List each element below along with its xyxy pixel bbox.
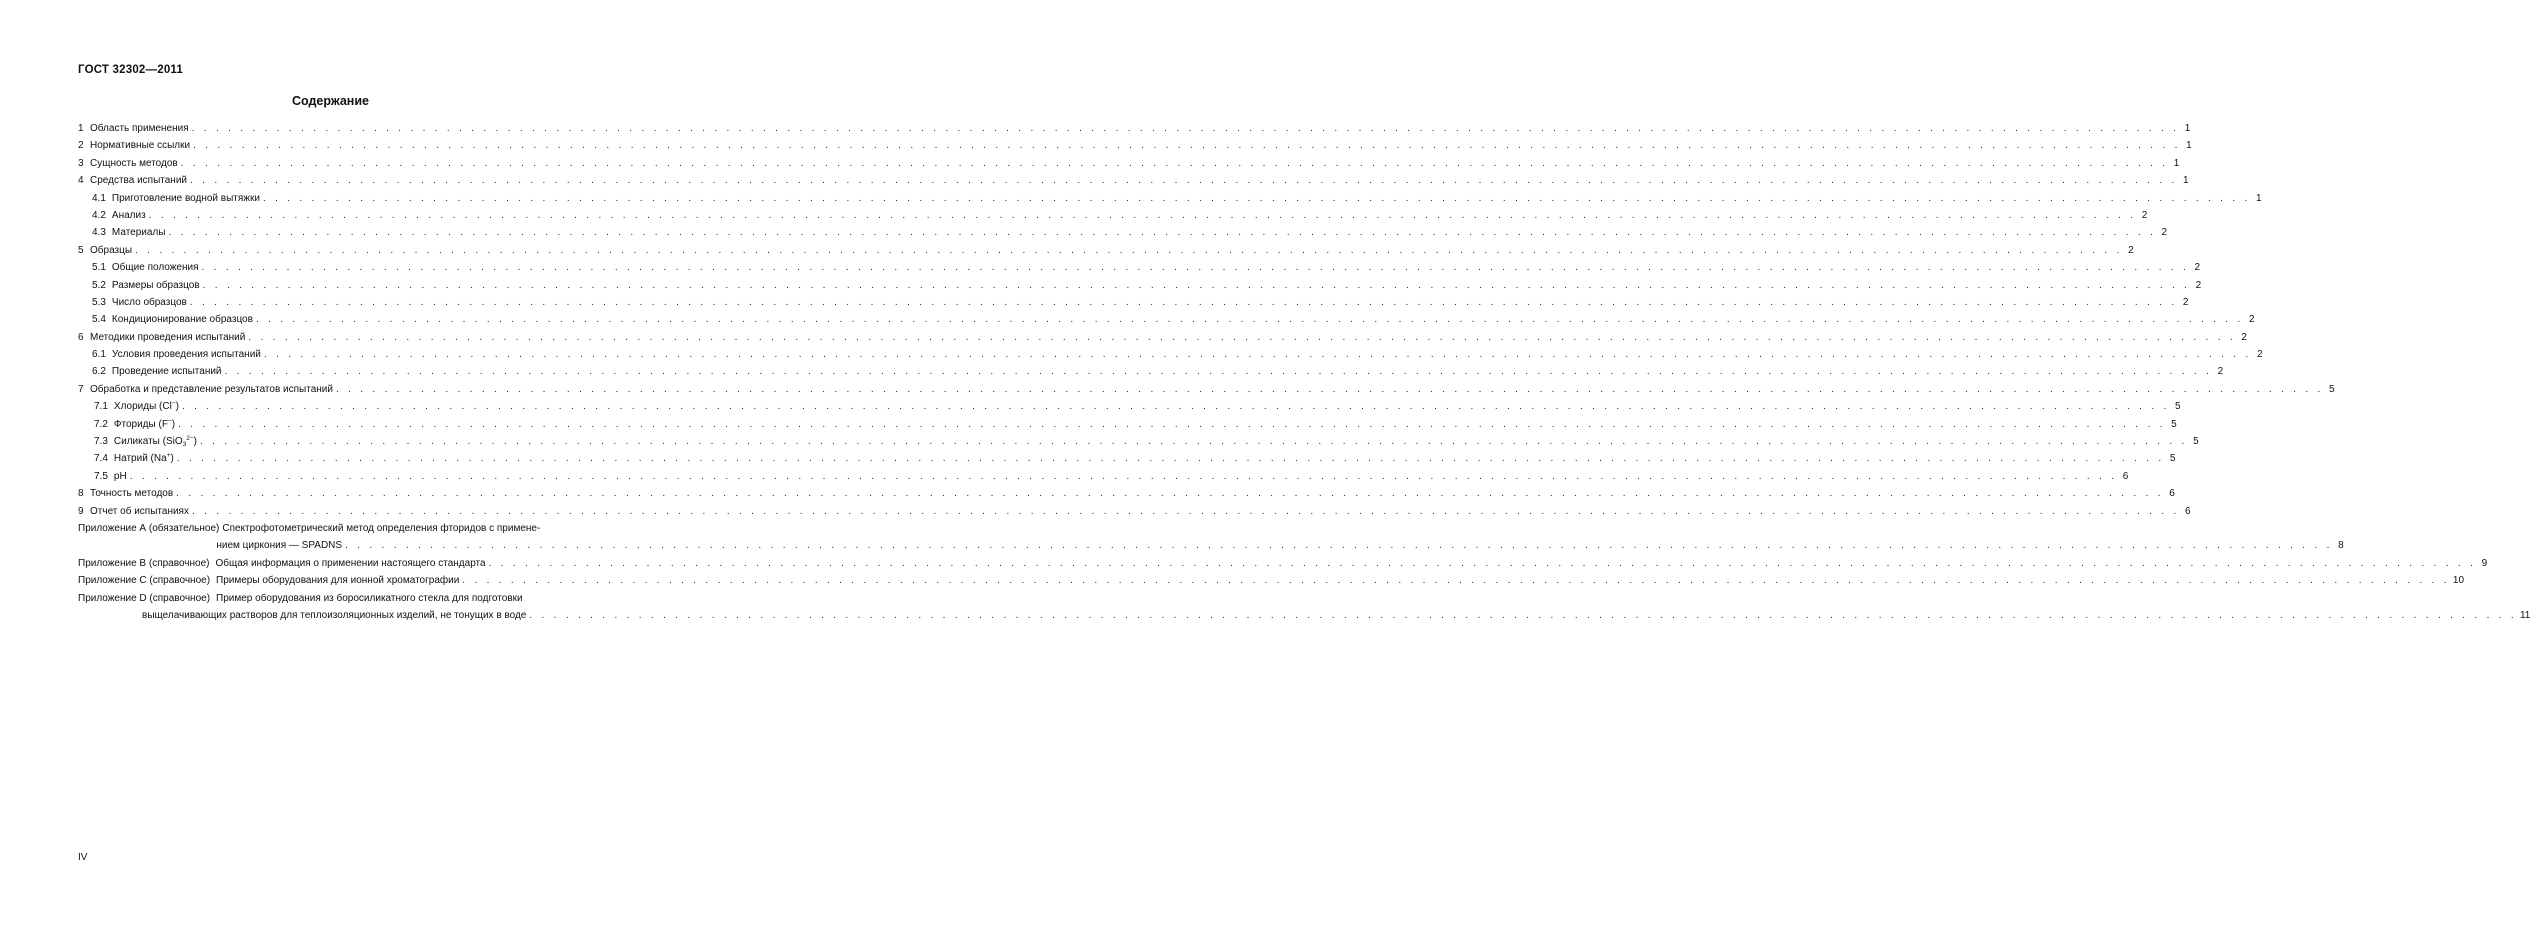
section-number: 7.3 <box>94 436 108 448</box>
page-ref: 2 <box>2241 331 2247 343</box>
appendix-d-entry[interactable]: Приложение D (справочное) Пример оборудования из боросиликатного стекла для подготовки выщелачивающих растворов для теплоизоляционных изделий, не тонущих в воде . . . 11 <box>78 590 616 625</box>
appendix-label: Приложение D (справочное) <box>78 592 211 604</box>
section-number: 4.3 <box>92 227 106 239</box>
appendix-a-entry[interactable]: Приложение А (обязательное) Спектрофотометрический метод определения фторидов с примене- нием циркония — SPADNS . . . 8 <box>78 520 616 555</box>
section-title: 5.1 Общие положения <box>78 259 199 276</box>
leader-dots <box>529 607 2517 624</box>
page-title: Содержание <box>291 94 369 108</box>
toc-entry[interactable] <box>78 363 2224 380</box>
leader-dots <box>190 172 2178 189</box>
page-ref: 2 <box>2217 366 2224 378</box>
page-ref: 1 <box>2183 175 2189 187</box>
leader-dots <box>192 120 2180 137</box>
section-title: 5.4 Кондиционирование образцов <box>78 311 253 328</box>
leader-dots <box>177 450 2165 467</box>
section-title: 2 Нормативные ссылки <box>78 137 190 154</box>
page-ref: 2 <box>2195 279 2202 291</box>
appendix-label: Приложение В (справочное) <box>78 557 210 569</box>
leader-dots <box>190 294 2178 311</box>
page-ref: 5 <box>2193 436 2199 448</box>
toc-entry[interactable] <box>78 485 2175 502</box>
section-title: 7.3 Силикаты (SiO$_3^{2-}$) <box>78 433 197 450</box>
section-title: 7.2 Фториды (F−) <box>78 416 175 433</box>
leader-dots <box>248 329 2236 346</box>
toc-entry[interactable] <box>78 277 2202 294</box>
leader-dots <box>256 311 2244 328</box>
section-number: 4 <box>78 175 84 187</box>
toc-entry[interactable] <box>78 224 2168 241</box>
leader-dots <box>168 224 2156 241</box>
section-number: 5.1 <box>92 262 106 274</box>
leader-dots <box>202 259 2190 276</box>
toc-entry[interactable] <box>78 190 2262 207</box>
leader-dots <box>176 485 2164 502</box>
section-number: 7.5 <box>94 470 108 482</box>
section-number: 1 <box>78 123 84 134</box>
section-number: 5.2 <box>92 279 106 291</box>
section-title: 6.2 Проведение испытаний <box>78 363 222 380</box>
leader-dots <box>192 503 2180 520</box>
section-number: 6.2 <box>92 366 106 378</box>
leader-dots <box>263 190 2251 207</box>
toc-entry[interactable] <box>78 329 2247 346</box>
toc-entry[interactable] <box>78 137 2192 154</box>
page-ref: 6 <box>2122 470 2129 482</box>
appendix-label: Приложение С (справочное) <box>78 575 211 587</box>
section-number: 7.1 <box>94 401 108 413</box>
leader-dots <box>200 433 2188 450</box>
section-title: 3 Сущность методов <box>78 155 178 172</box>
section-number: 8 <box>78 488 84 500</box>
appendix-b-entry[interactable]: Приложение В (справочное) Общая информация о применении настоящего стандарта . . . 9 <box>78 555 616 572</box>
page-ref: 5 <box>2329 383 2335 395</box>
section-number: 7.4 <box>94 453 108 465</box>
page-ref: 1 <box>2184 123 2191 134</box>
page-ref: 6 <box>2169 488 2175 500</box>
toc-entry[interactable] <box>78 468 2129 485</box>
table-of-contents <box>78 120 2530 624</box>
page-ref: 9 <box>2481 557 2488 569</box>
toc-entry[interactable] <box>78 416 2177 433</box>
toc-entry[interactable] <box>78 433 2199 450</box>
toc-entry[interactable] <box>78 120 2191 137</box>
section-title: 6.1 Условия проведения испытаний <box>78 346 261 363</box>
section-title: 4.3 Материалы <box>78 224 165 241</box>
page-ref: 6 <box>2185 505 2191 517</box>
toc-entry[interactable] <box>78 155 2180 172</box>
toc-entry[interactable] <box>78 259 2201 276</box>
section-title: 4.2 Анализ <box>78 207 146 224</box>
leader-dots <box>130 468 2118 485</box>
section-number: 6.1 <box>92 349 106 361</box>
section-title: 6 Методики проведения испытаний <box>78 329 245 346</box>
leader-dots <box>181 155 2169 172</box>
page-ref: 10 <box>2452 575 2465 587</box>
toc-entry[interactable] <box>78 450 2176 467</box>
section-title: 4 Средства испытаний <box>78 172 187 189</box>
toc-entry[interactable] <box>78 346 2263 363</box>
toc-entry[interactable] <box>78 172 2189 189</box>
section-number: 9 <box>78 505 84 517</box>
page-ref: 11 <box>2519 609 2530 621</box>
leader-dots <box>182 398 2170 415</box>
leader-dots <box>193 137 2181 154</box>
leader-dots <box>178 416 2166 433</box>
page-ref: 5 <box>2175 401 2181 413</box>
leader-dots <box>345 537 2333 554</box>
toc-entry[interactable] <box>78 381 2335 398</box>
section-number: 5.3 <box>92 296 106 308</box>
page-ref: 2 <box>2256 349 2263 361</box>
leader-dots <box>225 363 2213 380</box>
page-ref: 1 <box>2173 157 2180 169</box>
section-number: 6 <box>78 331 84 343</box>
section-title: 4.1 Приготовление водной вытяжки <box>78 190 260 207</box>
section-number: 3 <box>78 157 84 169</box>
section-number: 7 <box>78 383 84 395</box>
section-number: 5 <box>78 244 84 256</box>
page-ref: 2 <box>2141 209 2148 221</box>
leader-dots <box>135 242 2123 259</box>
page-ref: 5 <box>2171 418 2177 430</box>
toc-entry[interactable] <box>78 311 2255 328</box>
toc-entry[interactable] <box>78 294 2189 311</box>
leader-dots <box>149 207 2137 224</box>
page-ref: 2 <box>2182 296 2189 308</box>
page-ref: 1 <box>2186 140 2192 152</box>
leader-dots <box>462 572 2450 589</box>
document-header: ГОСТ 32302—2011 <box>78 64 183 76</box>
section-title: 7.1 Хлориды (Cl−) <box>78 398 179 415</box>
section-title: 5.2 Размеры образцов <box>78 277 200 294</box>
page-ref: 2 <box>2128 244 2134 256</box>
toc-entry[interactable] <box>78 242 2134 259</box>
leader-dots <box>336 381 2324 398</box>
section-title: 5 Образцы <box>78 242 132 259</box>
section-number: 2 <box>78 140 84 152</box>
section-title: 7.5 pH <box>78 468 127 485</box>
section-title: 9 Отчет об испытаниях <box>78 503 189 520</box>
section-title: 5.3 Число образцов <box>78 294 187 311</box>
section-title: 8 Точность методов <box>78 485 173 502</box>
leader-dots <box>264 346 2252 363</box>
section-number: 4.2 <box>92 209 106 221</box>
section-number: 4.1 <box>92 192 106 204</box>
appendix-label: Приложение А (обязательное) <box>78 522 220 534</box>
page-ref: 2 <box>2194 262 2201 274</box>
page-ref: 2 <box>2248 314 2255 326</box>
page-ref: 1 <box>2256 192 2262 204</box>
page-ref: 5 <box>2169 453 2176 465</box>
toc-entry[interactable] <box>78 398 2181 415</box>
leader-dots <box>489 555 2477 572</box>
toc-entry[interactable] <box>78 207 2148 224</box>
page-ref: 2 <box>2161 227 2168 239</box>
section-title: 1 Область применения <box>78 120 189 137</box>
page-ref: 8 <box>2338 540 2344 552</box>
appendix-c-entry[interactable]: Приложение С (справочное) Примеры оборудования для ионной хроматографии . . . 10 <box>78 572 616 589</box>
section-number: 7.2 <box>94 418 108 430</box>
page-number: IV <box>78 852 88 863</box>
section-title: 7 Обработка и представление результатов испытаний <box>78 381 333 398</box>
leader-dots <box>203 277 2191 294</box>
section-number: 5.4 <box>92 314 106 326</box>
section-title: 7.4 Натрий (Na+) <box>78 450 174 467</box>
toc-entry[interactable] <box>78 503 2191 520</box>
